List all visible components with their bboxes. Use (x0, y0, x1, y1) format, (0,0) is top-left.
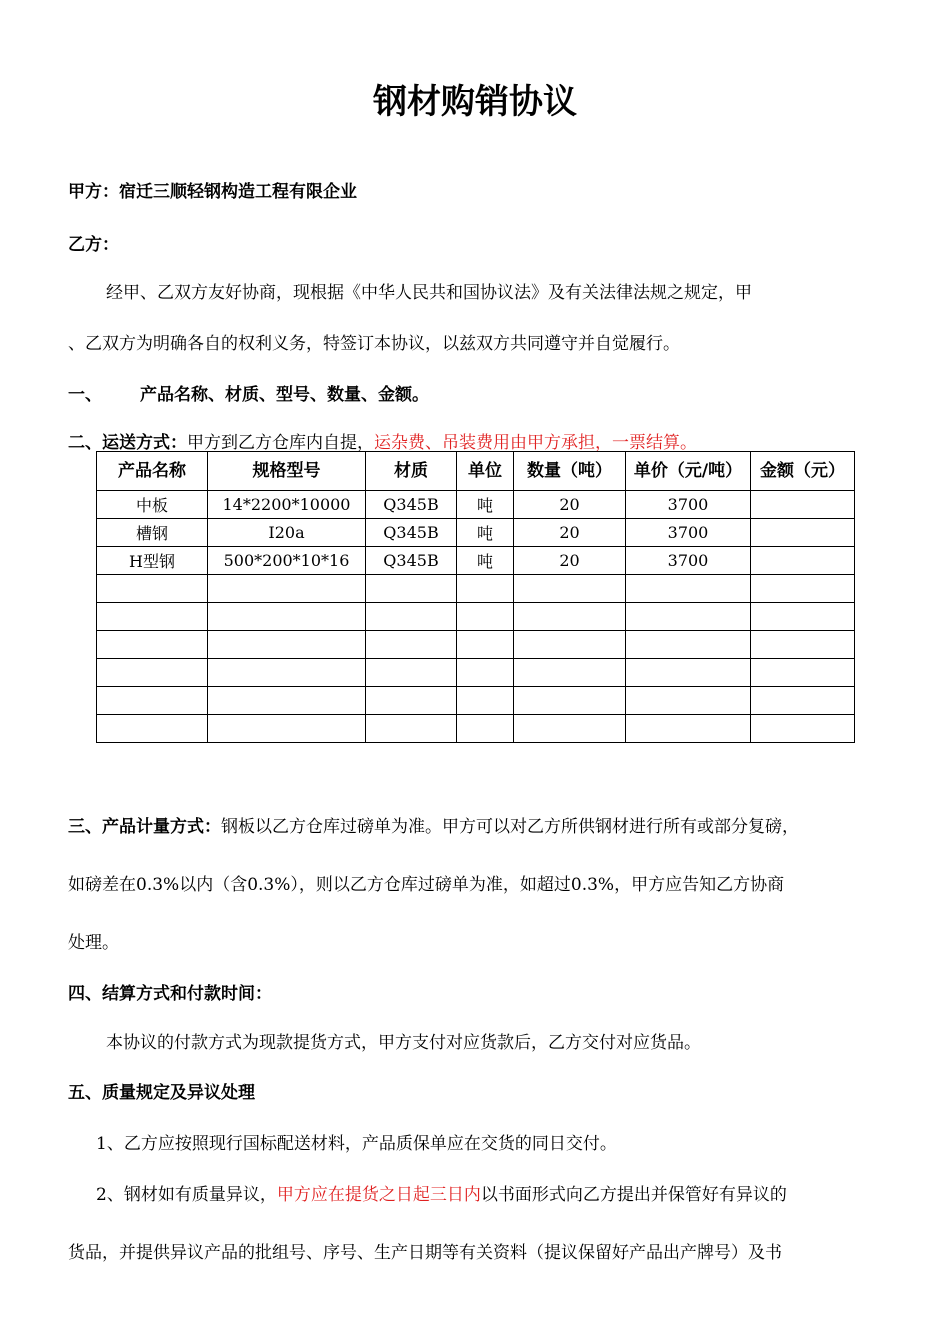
table-cell (208, 575, 366, 603)
table-row (97, 715, 855, 743)
section-3-line-1 (68, 812, 799, 837)
table-cell (208, 715, 366, 743)
header-cell: 单位 (457, 452, 514, 491)
table-cell (457, 659, 514, 687)
table-cell (366, 715, 457, 743)
table-cell (366, 659, 457, 687)
table-cell (208, 631, 366, 659)
table-cell: 3700 (626, 547, 751, 575)
section-3-heading: 三、产品计量方式： (68, 817, 221, 837)
table-cell: Q345B (366, 547, 457, 575)
table-row (97, 659, 855, 687)
table-cell (751, 631, 855, 659)
table-cell: 中板 (97, 491, 208, 519)
table-cell (97, 575, 208, 603)
table-cell: H型钢 (97, 547, 208, 575)
table-header-row (97, 452, 855, 491)
section-2 (68, 428, 697, 453)
section-5-item-2-post: 以书面形式向乙方提出并保管好有异议的 (480, 1185, 787, 1205)
table-cell (626, 631, 751, 659)
table-cell: 吨 (457, 519, 514, 547)
table-cell (366, 603, 457, 631)
section-5-item-2 (96, 1180, 787, 1205)
table-cell (457, 715, 514, 743)
table-cell: 3700 (626, 519, 751, 547)
table-row (97, 687, 855, 715)
table-cell (751, 575, 855, 603)
table-cell (366, 631, 457, 659)
table-cell (457, 575, 514, 603)
table-cell (751, 715, 855, 743)
section-4-heading: 四、结算方式和付款时间： (68, 984, 272, 1004)
table-cell (751, 687, 855, 715)
section-2-red-text: 运杂费、吊装费用由甲方承担，一票结算。 (374, 433, 697, 453)
document-title: 钢材购销协议 (373, 82, 577, 122)
header-cell: 规格型号 (208, 452, 366, 491)
table-cell: 20 (514, 519, 626, 547)
table-cell (626, 715, 751, 743)
table-cell (751, 603, 855, 631)
section-2-heading: 二、运送方式： (68, 433, 187, 453)
table-cell (366, 687, 457, 715)
table-cell: 吨 (457, 491, 514, 519)
intro-line-1: 经甲、乙双方友好协商，现根据《中华人民共和国协议法》及有关法律法规之规定，甲 (106, 283, 752, 303)
table-cell (97, 715, 208, 743)
table-cell (366, 575, 457, 603)
section-5-heading: 五、质量规定及异议处理 (68, 1083, 255, 1103)
table-cell (208, 603, 366, 631)
table-row (97, 547, 855, 575)
section-4-text: 本协议的付款方式为现款提货方式，甲方支付对应货款后，乙方交付对应货品。 (106, 1033, 701, 1053)
table-cell (751, 547, 855, 575)
table-cell (208, 659, 366, 687)
table-cell: 14*2200*10000 (208, 491, 366, 519)
section-5-item-2-pre: 2、钢材如有质量异议， (96, 1185, 277, 1205)
table-cell: 500*200*10*16 (208, 547, 366, 575)
table-cell (457, 603, 514, 631)
header-cell: 单价（元/吨） (626, 452, 751, 491)
table-cell (514, 631, 626, 659)
table-cell: 3700 (626, 491, 751, 519)
table-cell: 20 (514, 547, 626, 575)
table-cell: 20 (514, 491, 626, 519)
table-cell: I20a (208, 519, 366, 547)
table-cell (514, 715, 626, 743)
product-table (96, 451, 855, 743)
table-cell (514, 575, 626, 603)
table-row (97, 603, 855, 631)
table-cell: 槽钢 (97, 519, 208, 547)
header-cell: 金额（元） (751, 452, 855, 491)
section-3-text: 钢板以乙方仓库过磅单为准。甲方可以对乙方所供钢材进行所有或部分复磅， (221, 817, 799, 837)
party-a: 甲方：宿迁三顺轻钢构造工程有限企业 (68, 182, 357, 202)
section-3-line-3: 处理。 (68, 933, 119, 953)
table-cell (626, 603, 751, 631)
table-cell (626, 575, 751, 603)
table-cell (514, 687, 626, 715)
section-1-heading (68, 380, 429, 405)
table-row (97, 575, 855, 603)
party-b: 乙方： (68, 235, 119, 255)
table-cell (514, 659, 626, 687)
table-row (97, 491, 855, 519)
table-cell (514, 603, 626, 631)
table-cell (97, 603, 208, 631)
table-cell: Q345B (366, 491, 457, 519)
table-cell: 吨 (457, 547, 514, 575)
table-row (97, 631, 855, 659)
table-cell (457, 631, 514, 659)
table-cell (751, 659, 855, 687)
section-1-number: 一、 (68, 385, 102, 405)
table-cell (208, 687, 366, 715)
section-1-title: 产品名称、材质、型号、数量、金额。 (140, 385, 429, 405)
section-3-line-2: 如磅差在0.3%以内（含0.3%），则以乙方仓库过磅单为准，如超过0.3%，甲方应告知乙方协商 (68, 875, 785, 895)
table-cell (751, 491, 855, 519)
section-5-item-1: 1、乙方应按照现行国标配送材料，产品质保单应在交货的同日交付。 (96, 1134, 617, 1154)
section-5-item-2-red: 甲方应在提货之日起三日内 (276, 1185, 481, 1205)
table-cell (626, 659, 751, 687)
intro-line-2: 、乙双方为明确各自的权利义务，特签订本协议，以兹双方共同遵守并自觉履行。 (68, 334, 680, 354)
header-cell: 材质 (366, 452, 457, 491)
table-cell: Q345B (366, 519, 457, 547)
section-2-text: 甲方到乙方仓库内自提， (187, 433, 374, 453)
table-cell (751, 519, 855, 547)
table-cell (97, 659, 208, 687)
table-cell (457, 687, 514, 715)
table-cell (626, 687, 751, 715)
header-cell: 数量（吨） (514, 452, 626, 491)
header-cell: 产品名称 (97, 452, 208, 491)
table-cell (97, 687, 208, 715)
section-5-item-2-line-2: 货品，并提供异议产品的批组号、序号、生产日期等有关资料（提议保留好产品出产牌号）及书 (68, 1243, 782, 1263)
table-row (97, 519, 855, 547)
table-cell (97, 631, 208, 659)
